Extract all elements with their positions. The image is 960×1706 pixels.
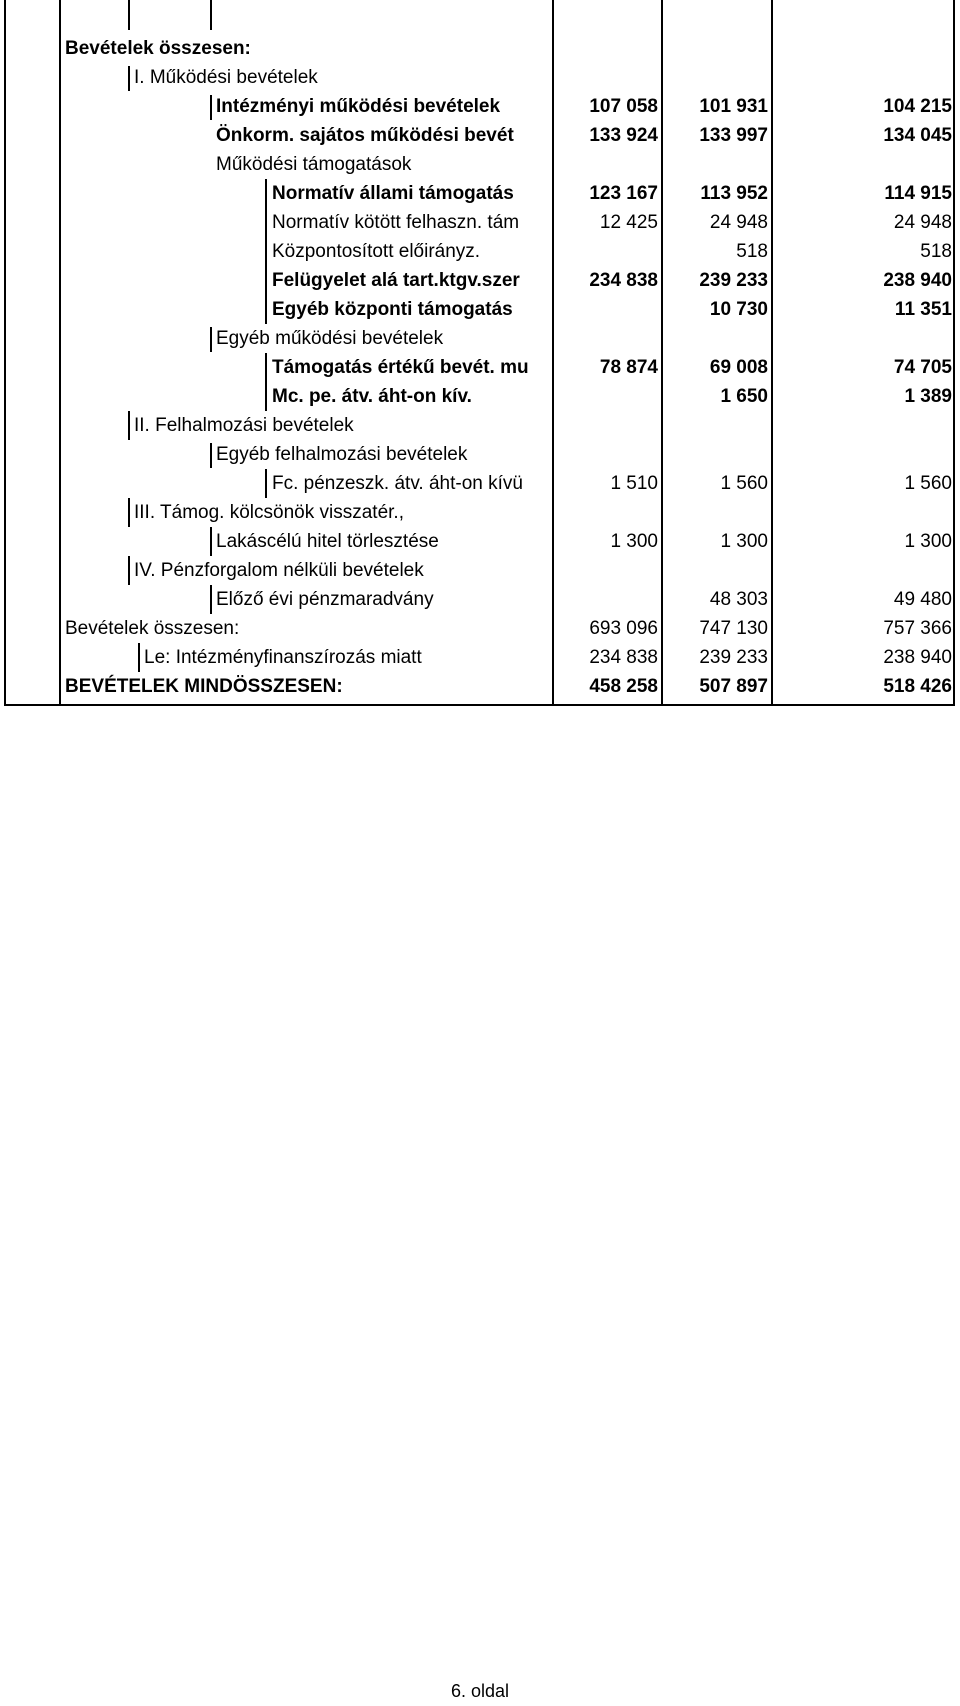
table-row [6,585,957,614]
value-cell: 1 510 [610,473,658,494]
row-label: Intézményi működési bevételek [216,96,501,117]
indent-guide [128,66,130,91]
table-row [6,324,957,353]
row-label: Egyéb központi támogatás [272,299,513,320]
value-cell: 11 351 [894,299,952,320]
indent-guide [138,643,140,672]
value-cell: 239 233 [699,647,768,668]
value-cell: 74 705 [893,357,952,378]
indent-guide [265,469,267,498]
indent-guide [265,208,267,237]
value-cell: 518 426 [883,676,952,697]
value-cell: 238 940 [883,647,952,668]
indent-guide [128,0,130,30]
row-label: Normatív állami támogatás [272,183,514,204]
row-label: Bevételek összesen: [65,618,240,639]
value-cell: 48 303 [709,589,768,610]
value-cell: 69 008 [709,357,768,378]
value-cell: 234 838 [589,270,658,291]
table-row [6,150,957,179]
row-label: IV. Pénzforgalom nélküli bevételek [134,560,424,581]
value-cell: 238 940 [883,270,952,291]
value-cell: 133 997 [699,125,768,146]
row-label: Fc. pénzeszk. átv. áht-on kívü [272,473,523,494]
table-row [6,672,957,701]
indent-guide [265,266,267,295]
indent-guide [210,95,212,120]
value-cell: 24 948 [709,212,768,233]
value-cell: 239 233 [699,270,768,291]
indent-guide [265,295,267,324]
value-cell: 1 650 [720,386,768,407]
table-row [6,121,957,150]
table-row [6,382,957,411]
table-row [6,469,957,498]
value-cell: 1 560 [904,473,952,494]
table-row [6,266,957,295]
row-label: Felügyelet alá tart.ktgv.szer [272,270,520,291]
row-label: Működési támogatások [216,154,412,175]
row-label: Önkorm. sajátos működési bevét [216,125,514,146]
indent-guide [128,411,130,440]
indent-guide [265,179,267,208]
row-label: I. Működési bevételek [134,67,318,88]
value-cell: 113 952 [700,183,768,204]
value-cell: 518 [736,241,768,262]
value-cell: 1 300 [720,531,768,552]
value-cell: 10 730 [709,299,768,320]
table-row [6,179,957,208]
table-row [6,353,957,382]
row-label: II. Felhalmozási bevételek [134,415,354,436]
indent-guide [210,585,212,614]
row-label: Központosított előirányz. [272,241,481,262]
value-cell: 1 389 [904,386,952,407]
revenue-table [4,0,955,706]
value-cell: 133 924 [589,125,658,146]
table-row [6,498,957,527]
row-label: BEVÉTELEK MINDÖSSZESEN: [65,676,343,697]
value-cell: 134 045 [883,125,952,146]
value-cell: 78 874 [599,357,658,378]
row-label: Le: Intézményfinanszírozás miatt [144,647,422,668]
value-cell: 24 948 [893,212,952,233]
table-row [6,556,957,585]
value-cell: 114 915 [884,183,952,204]
indent-guide [128,556,130,585]
value-cell: 518 [920,241,952,262]
value-cell: 234 838 [589,647,658,668]
indent-guide [210,0,212,30]
indent-guide [128,498,130,527]
row-label: Támogatás értékű bevét. mu [272,357,529,378]
table-row [6,614,957,643]
table-row [6,92,957,121]
table-row [6,295,957,324]
value-cell: 123 167 [589,183,658,204]
table-row [6,63,957,92]
indent-guide [210,327,212,352]
value-cell: 1 300 [610,531,658,552]
indent-guide [265,353,267,382]
row-label: Mc. pe. átv. áht-on kív. [272,386,472,407]
row-label: III. Támog. kölcsönök visszatér., [134,502,404,523]
row-label: Bevételek összesen: [65,38,251,59]
value-cell: 49 480 [893,589,952,610]
row-label: Előző évi pénzmaradvány [216,589,434,610]
row-label: Lakáscélú hitel törlesztése [216,531,439,552]
table-row [6,527,957,556]
indent-guide [265,382,267,411]
value-cell: 693 096 [589,618,658,639]
table-row [6,440,957,469]
value-cell: 1 560 [720,473,768,494]
table-row [6,208,957,237]
indent-guide [210,527,212,556]
row-label: Egyéb működési bevételek [216,328,444,349]
value-cell: 1 300 [904,531,952,552]
value-cell: 101 931 [699,96,768,117]
value-cell: 458 258 [589,676,658,697]
value-cell: 747 130 [699,618,768,639]
value-cell: 507 897 [699,676,768,697]
value-cell: 757 366 [883,618,952,639]
row-label: Normatív kötött felhaszn. tám [272,212,520,233]
table-row [6,237,957,266]
value-cell: 104 215 [883,96,952,117]
table-row [6,411,957,440]
table-row [6,34,957,63]
value-cell: 107 058 [589,96,658,117]
indent-guide [265,237,267,266]
indent-guide [210,443,212,468]
table-row [6,643,957,672]
row-label: Egyéb felhalmozási bevételek [216,444,468,465]
page-number: 6. oldal [450,1681,510,1701]
value-cell: 12 425 [599,212,658,233]
